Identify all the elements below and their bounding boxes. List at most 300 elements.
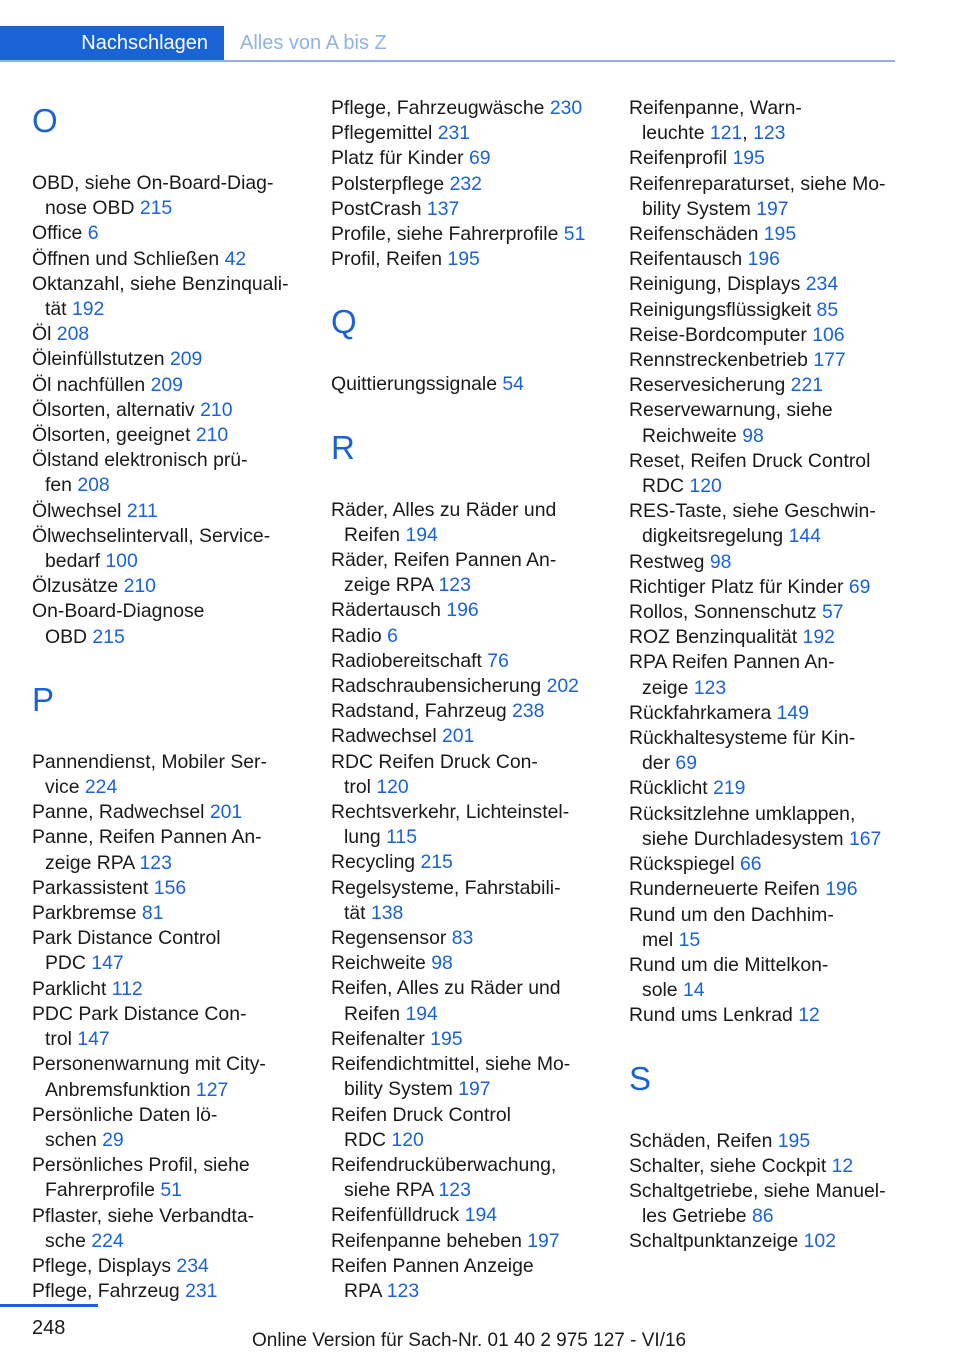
page-reference-link[interactable]: 12 [798,1004,820,1027]
page-reference-link[interactable]: 167 [848,827,882,850]
index-column-1 [32,96,322,1304]
entry-text: siehe Durchladesystem [642,827,849,850]
index-entry [629,575,919,600]
page-reference-link[interactable]: 6 [87,222,99,245]
entry-text: Reifenschäden [629,223,764,246]
page-reference-link[interactable]: 86 [751,1205,774,1228]
entry-text: Pflege, Fahrzeugwäsche [331,97,550,119]
entry-text: Pflegemittel [331,122,438,145]
index-entry [32,1002,322,1052]
index-entry [629,272,919,297]
entry-text: Reinigungsflüssigkeit [629,298,817,321]
page-reference-link[interactable]: 51 [563,223,586,246]
page-reference-link[interactable]: 195 [732,147,765,170]
page-reference-link[interactable]: 219 [713,777,746,800]
index-entry [629,172,919,222]
entry-text: Anbremsfunktion [45,1078,196,1101]
index-entry [331,1229,621,1254]
page-reference-link[interactable]: 106 [812,323,845,346]
entry-text: Pflaster, siehe Verbandta- [32,1204,255,1227]
index-entry [331,976,621,1026]
index-entry [32,977,322,1002]
entry-text: , [742,122,754,145]
entry-text: Parklicht [32,977,112,1000]
section-letter: S [629,1059,652,1097]
entry-text: Radio [331,624,388,647]
entry-text: mel [642,928,679,951]
entry-text: Reifenalter [331,1027,431,1050]
index-entry [331,222,621,247]
index-entry [629,499,919,549]
page-reference-link[interactable]: 112 [111,977,143,1000]
index-entry [629,1229,919,1254]
index-entry [629,903,919,953]
index-entry [32,499,322,524]
index-entry [629,600,919,625]
page-reference-link[interactable]: 221 [790,374,824,397]
index-entry [32,171,322,221]
index-entry [331,1052,621,1102]
index-entry [32,347,322,372]
entry-text: RPA [344,1279,387,1302]
entry-text: sole [642,979,683,1002]
index-entry [629,298,919,323]
index-entry [629,398,919,448]
index-entry [629,247,919,272]
index-entry [32,876,322,901]
entry-text: les Getriebe [642,1205,752,1228]
index-entry [331,1254,621,1304]
index-entry [331,247,621,272]
page-reference-link[interactable]: 147 [91,952,124,975]
page-reference-link[interactable]: 123 [693,676,727,699]
index-column-2 [331,96,621,1304]
index-entry [32,221,322,246]
index-entry [629,222,919,247]
entry-text: vice [45,776,85,799]
entry-text: Rückspiegel [629,853,741,876]
entry-text: zeige RPA [344,574,439,597]
entry-text: Ölsorten, geeignet [32,424,196,447]
section-gap [331,272,621,297]
page-reference-link[interactable]: 234 [176,1254,209,1277]
index-entry [331,624,621,649]
index-entry [629,96,919,146]
entry-text: Ölstand elektronisch prü- [32,449,248,472]
page-reference-link[interactable]: 123 [438,1179,471,1202]
index-entry [32,926,322,976]
page-reference-link[interactable]: 57 [821,601,844,624]
index-entry [32,1279,322,1304]
entry-text: PostCrash [331,197,427,220]
page-reference-link[interactable]: 210 [195,424,229,447]
index-column-3 [629,96,919,1255]
entry-text: Platz für Kinder [331,147,469,170]
entry-text: bility System [642,197,757,220]
page-reference-link[interactable]: 85 [816,298,839,321]
entry-text: RDC [344,1128,392,1151]
tab-alles-von-a-bis-z[interactable] [240,26,387,60]
entry-text: Rund ums Lenkrad [629,1004,799,1027]
entry-text: Reichweite [331,952,432,975]
index-entry [331,649,621,674]
index-entry [629,701,919,726]
entry-text: Park Distance Control [32,927,221,950]
entry-text: Restweg [629,550,710,573]
page-reference-link[interactable]: 234 [805,273,839,296]
entry-text: Ölwechsel [32,499,127,522]
entry-text: Rücksitzlehne umklappen, [629,802,856,825]
entry-text: Radiobereitschaft [331,649,488,672]
page-reference-link[interactable]: 98 [709,550,732,573]
entry-text: Reifendichtmittel, siehe Mo- [331,1053,571,1076]
page-reference-link[interactable]: 29 [102,1128,124,1151]
entry-text: Reset, Reifen Druck Control [629,449,871,472]
entry-text: Runderneuerte Reifen [629,878,826,901]
index-entry [331,96,621,121]
entry-text: Öl [32,323,57,346]
entry-text: Regelsysteme, Fahrstabili- [331,876,561,899]
index-entry [331,699,621,724]
entry-text: zeige [642,676,694,699]
page-reference-link[interactable]: 83 [451,927,474,950]
page-reference-link[interactable]: 196 [446,599,479,622]
index-entry [331,548,621,598]
page-reference-link[interactable]: 123 [139,851,172,874]
index-entry [32,750,322,800]
entry-text: digkeitsregelung [642,525,789,548]
entry-text: Polsterpflege [331,172,450,195]
section-gap [629,1104,919,1129]
page-reference-link[interactable]: 156 [153,876,187,899]
page-reference-link[interactable]: 209 [150,373,183,396]
page-reference-link[interactable]: 12 [831,1154,854,1177]
page-reference-link[interactable]: 120 [391,1128,424,1151]
index-entry [32,448,322,498]
page-reference-link[interactable]: 69 [675,752,697,775]
index-entry [32,272,322,322]
page-reference-link[interactable]: 208 [77,474,110,497]
entry-text: Reservesicherung [629,374,791,397]
tab-alles-von-a-bis-z-label: Alles von A bis Z [240,31,387,54]
entry-text: Rücklicht [629,777,714,800]
index-entry [331,498,621,548]
entry-text: Ölzusätze [32,575,124,598]
entry-text: bility System [344,1078,459,1101]
index-entry [629,877,919,902]
index-entry [32,1103,322,1153]
section-gap [32,650,322,675]
page-reference-link[interactable]: 194 [464,1204,498,1227]
entry-text: Reifen Pannen Anzeige [331,1254,534,1277]
page-reference-link[interactable]: 123 [438,574,471,597]
index-entry [32,1052,322,1102]
entry-text: Reifendrucküberwachung, [331,1153,557,1176]
index-entry [331,800,621,850]
page-reference-link[interactable]: 15 [678,928,701,951]
entry-text: Reinigung, Displays [629,273,806,296]
page-reference-link[interactable]: 115 [386,826,417,849]
index-entry [629,1154,919,1179]
page-reference-link[interactable]: 232 [449,172,482,195]
tab-nachschlagen-label: Nachschlagen [81,31,208,54]
section-letter: R [331,428,355,466]
entry-text: Radschraubensicherung [331,675,547,698]
index-entry [331,121,621,146]
page-number: 248 [32,1317,66,1339]
page-reference-link[interactable]: 138 [370,901,404,924]
page-reference-link[interactable]: 69 [848,575,871,598]
entry-text: trol [344,775,377,798]
page-reference-link[interactable]: 209 [169,348,203,371]
entry-text: Radwechsel [331,725,443,748]
entry-text: nose OBD [45,197,140,220]
index-entry [629,852,919,877]
page-reference-link[interactable]: 195 [763,223,797,246]
entry-text: On-Board-Diagnose [32,600,205,623]
entry-text: Regensensor [331,927,452,950]
page-reference-link[interactable]: 215 [139,197,173,220]
page-reference-link[interactable]: 66 [740,853,762,876]
page-reference-link[interactable]: 76 [487,649,509,672]
section-letter: O [32,102,58,139]
page-reference-link[interactable]: 197 [756,197,789,220]
entry-text: tät [344,901,371,924]
page-reference-link[interactable]: 69 [468,147,491,170]
index-entry [629,348,919,373]
page-reference-link[interactable]: 120 [376,775,409,798]
entry-text: Persönliche Daten lö- [32,1103,218,1126]
index-entry [629,625,919,650]
page-reference-link[interactable]: 6 [387,624,398,647]
page-reference-link[interactable]: 210 [200,398,233,421]
section-gap [32,725,322,750]
entry-text: bedarf [45,550,106,573]
entry-text: Richtiger Platz für Kinder [629,575,849,598]
entry-text: Schaltgetriebe, siehe Manuel- [629,1179,886,1202]
entry-text: Profile, siehe Fahrerprofile [331,223,564,246]
entry-text: Reifenpanne, Warn- [629,97,802,119]
entry-text: Reifen, Alles zu Räder und [331,977,561,1000]
page-reference-link[interactable]: 81 [141,902,164,925]
page-reference-link[interactable]: 210 [123,575,156,598]
page-reference-link[interactable]: 144 [788,525,821,548]
index-entry [32,1254,322,1279]
page-reference-link[interactable]: 202 [546,675,579,698]
page-reference-link[interactable]: 215 [420,851,453,874]
entry-text: Pflege, Fahrzeug [32,1280,186,1303]
page-reference-link[interactable]: 196 [747,248,780,271]
entry-text: RES-Taste, siehe Geschwin- [629,500,876,523]
entry-text: Pannendienst, Mobiler Ser- [32,750,267,773]
section-gap [331,473,621,498]
entry-text: Panne, Reifen Pannen An- [32,826,262,849]
index-entry [331,876,621,926]
entry-text: PDC Park Distance Con- [32,1002,247,1025]
page-reference-link[interactable]: 192 [71,298,105,321]
index-entry [629,146,919,171]
tab-nachschlagen[interactable] [0,26,224,60]
index-entry [32,247,322,272]
page-header [0,26,895,62]
index-entry [32,825,322,875]
page-reference-link[interactable]: 224 [84,776,118,799]
page-reference-link[interactable]: 211 [126,499,158,522]
index-entry [629,449,919,499]
entry-text: trol [45,1028,78,1051]
page-reference-link[interactable]: 51 [160,1179,182,1202]
page-reference-link[interactable]: 149 [776,701,809,724]
entry-text: Rechtsverkehr, Lichteinstel- [331,801,570,824]
page-reference-link[interactable]: 14 [682,979,705,1002]
entry-text: Quittierungssignale [331,373,503,396]
index-entry [331,598,621,623]
entry-text: Reservewarnung, siehe [629,399,833,422]
entry-text: Rollos, Sonnenschutz [629,601,822,624]
entry-text: RDC Reifen Druck Con- [331,750,538,773]
page-reference-link[interactable]: 238 [512,700,545,723]
page-reference-link[interactable]: 195 [447,248,480,271]
index-entry [331,172,621,197]
page-reference-link[interactable]: 201 [209,801,243,824]
index-entry [32,1204,322,1254]
index-entry [629,1179,919,1229]
page-reference-link[interactable]: 54 [502,373,524,396]
header-divider [0,60,895,62]
index-entry [629,373,919,398]
page-reference-link[interactable]: 231 [437,122,471,145]
page-reference-link[interactable]: 194 [405,1002,438,1025]
entry-text: Radstand, Fahrzeug [331,700,513,723]
entry-text: Öffnen und Schließen [32,247,225,270]
entry-text: Reifenreparaturset, siehe Mo- [629,172,886,195]
entry-text: fen [45,474,78,497]
entry-text: Reifentausch [629,248,748,271]
page-reference-link[interactable]: 196 [825,878,858,901]
index-entry [331,372,621,397]
page-reference-link[interactable]: 98 [431,952,453,975]
entry-text: Ölwechselintervall, Service- [32,524,271,547]
entry-text: OBD, siehe On-Board-Diag- [32,172,274,194]
page-reference-link[interactable]: 224 [91,1229,124,1252]
page-reference-link[interactable]: 192 [802,626,835,649]
entry-text: Pflege, Displays [32,1254,177,1277]
entry-text: Panne, Radwechsel [32,801,210,824]
index-entry [32,599,322,649]
page-reference-link[interactable]: 230 [549,97,583,119]
page-reference-link[interactable]: 120 [689,475,722,498]
page-reference-link[interactable]: 123 [753,122,786,145]
entry-text: Recycling [331,851,421,874]
page-reference-link[interactable]: 195 [430,1027,463,1050]
index-entry [331,926,621,951]
page-reference-link[interactable]: 121 [709,122,743,145]
index-entry [331,146,621,171]
index-entry [32,800,322,825]
page-reference-link[interactable]: 123 [386,1279,420,1302]
entry-text: Reifen Druck Control [331,1103,511,1126]
index-entry [629,1129,919,1154]
page-reference-link[interactable]: 201 [442,725,475,748]
index-entry [331,674,621,699]
entry-text: zeige RPA [45,851,140,874]
entry-text: Räder, Reifen Pannen An- [331,549,557,572]
entry-text: Rennstreckenbetrieb [629,349,814,372]
page-reference-link[interactable]: 102 [803,1230,836,1253]
section-gap [32,146,322,171]
entry-text: der [642,752,676,775]
entry-text: RDC [642,475,690,498]
entry-text: OBD [45,625,93,648]
entry-text: schen [45,1128,103,1151]
entry-text: lung [344,826,387,849]
page-reference-link[interactable]: 98 [742,424,764,447]
page-reference-link[interactable]: 127 [195,1078,229,1101]
index-entry [32,322,322,347]
index-entry [629,953,919,1003]
index-entry [32,423,322,448]
page-reference-link[interactable]: 231 [185,1280,218,1303]
page-reference-link[interactable]: 215 [92,625,125,648]
page-reference-link[interactable]: 42 [224,247,247,270]
index-entry [331,750,621,800]
entry-text: Schäden, Reifen [629,1129,778,1152]
page-reference-link[interactable]: 194 [405,523,438,546]
entry-text: Reifenpanne beheben [331,1229,528,1252]
index-entry [331,1203,621,1228]
index-entry [629,650,919,700]
index-entry [331,951,621,976]
index-entry [331,1103,621,1153]
index-entry [331,850,621,875]
index-entry [32,1153,322,1203]
entry-text: PDC [45,952,92,975]
entry-text: Rund um die Mittelkon- [629,953,829,976]
index-entry [331,724,621,749]
footer-divider [0,1304,98,1307]
entry-text: Reichweite [642,424,743,447]
online-version-note: Online Version für Sach-Nr. 01 40 2 975 127 - VI/16 [252,1330,687,1351]
entry-text: Ölsorten, alternativ [32,398,201,421]
page-reference-link[interactable]: 195 [777,1129,811,1152]
entry-text: Schaltpunktanzeige [629,1230,804,1253]
entry-text: leuchte [642,122,710,145]
section-gap [331,347,621,372]
entry-text: Persönliches Profil, siehe [32,1154,250,1177]
entry-text: sche [45,1229,92,1252]
index-entry [32,398,322,423]
entry-text: Reifen [344,1002,406,1025]
entry-text: siehe RPA [344,1179,439,1202]
index-entry [32,373,322,398]
index-entry [32,524,322,574]
entry-text: ROZ Benzinqualität [629,626,803,649]
page-reference-link[interactable]: 208 [56,323,90,346]
entry-text: Rückfahrkamera [629,701,777,724]
page-reference-link[interactable]: 197 [527,1229,560,1252]
page-reference-link[interactable]: 197 [458,1078,491,1101]
page-reference-link[interactable]: 137 [426,197,460,220]
entry-text: Parkassistent [32,876,154,899]
index-entry [629,323,919,348]
entry-text: Reifenprofil [629,147,733,170]
page-reference-link[interactable]: 177 [813,349,846,372]
entry-text: Schalter, siehe Cockpit [629,1154,832,1177]
page-reference-link[interactable]: 147 [77,1028,110,1051]
entry-text: Profil, Reifen [331,248,448,271]
entry-text: Reifenfülldruck [331,1204,465,1227]
page-reference-link[interactable]: 100 [105,550,138,573]
